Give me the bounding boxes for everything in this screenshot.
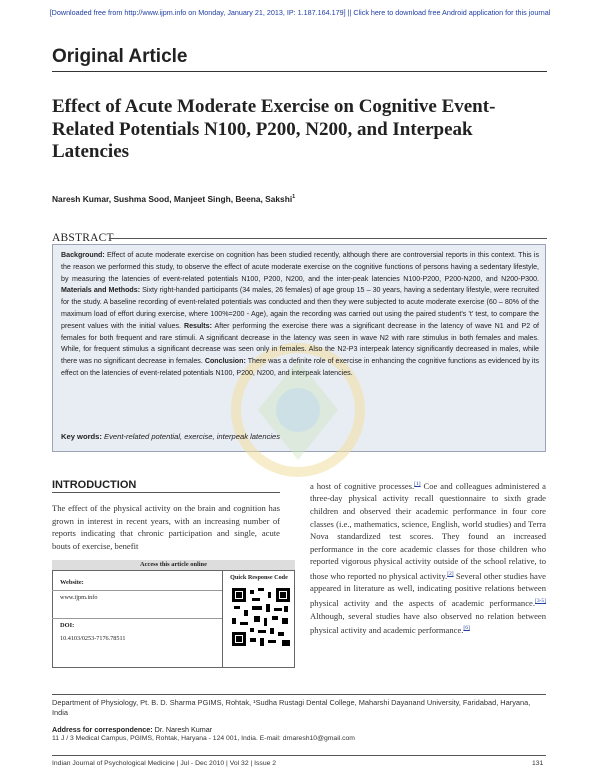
introduction-col2 [310,478,546,637]
website-link[interactable]: www.ijpm.info [60,594,98,601]
footnote-rule [52,694,546,695]
access-box-rule-2 [52,618,222,619]
col2-text-d: Although, several studies have also observed no relation between physical activity and academic performance. [310,610,546,635]
conclusion-label: Conclusion: [204,357,246,366]
ref-link-4[interactable]: [6] [463,625,470,632]
col2-text-b: Coe and colleagues administered a three-day physical activity recall questionnaire to sixth grade children and observed their academic performance in four core classes (i.e., mathematics, science, English, world studies) and Terra Nova standardized test scores. They found an increased performance in the core academic classes for those children who reported vigorous physical activity outside of the school relative, to those who reported no physical activity. [310,480,547,581]
abstract-heading: ABSTRACT [52,232,114,244]
ref-link-3[interactable]: [3-5] [535,598,546,605]
qr-code-icon[interactable] [232,588,290,646]
conclusion-text: There was a definite role of exercise in enhancing the cognitive functions as evidenced by its effect on the latencies of event-related potentials N100, P200, N200, and interpeak latencies. [61,357,539,377]
background-text: Effect of acute moderate exercise on cognition has been studied recently, although there are controversial reports in this context. This is the reason we performed this study, to observe the effect of acute moderate exercise on the cognitive functions of persons having a sedentary lifestyle, by measuring the latencies of event-related potentials N100, P200, N200, and the inter-peak latencies N100-P200, P200-N200, and N200-P300. [61,251,539,283]
introduction-heading: INTRODUCTION [52,479,137,491]
article-type-label: Original Article [52,46,188,67]
author-affil-sup: 1 [292,194,296,201]
introduction-rule [52,492,280,493]
correspondence-address: 11 J / 3 Medical Campus, PGIMS, Rohtak, Haryana - 124 001, India. E-mail: drnaresh10@gmail.com [52,735,355,742]
header-rule [52,71,547,72]
footer-rule [52,755,546,756]
journal-footer: Indian Journal of Psychological Medicine | Jul - Dec 2010 | Vol 32 | Issue 2 [52,760,277,767]
doi-value[interactable]: 10.4103/0253-7176.78511 [60,635,126,642]
methods-text: Sixty right-handed participants (34 males, 26 females) of age group 15 – 30 years, having a sedentary lifestyle, were recruited for the study. A baseline recording of event-related potentials was conducted and then they were subjected to acute moderate exercise (60 – 80% of the maximum load of effort during exercise, where 100%=200 - Age), again the recording was carried out using the paired student's 't' test, to compare the present values with the initial values. [61,286,539,330]
introduction-col1: The effect of the physical activity on the brain and cognition has grown in interest in recent years, with an increasing number of reports indicating that chronic participation and single, acute bouts of exercise, benefit [52,503,280,551]
keywords-label: Key words: [61,432,102,441]
ref-link-2[interactable]: [2] [447,571,454,578]
correspondence-name: Dr. Naresh Kumar [152,725,213,734]
results-label: Results: [183,321,212,330]
access-box-rule-1 [52,590,222,591]
abstract-rule [109,238,547,239]
keywords-line [61,432,539,441]
correspondence-label: Address for correspondence: [52,725,153,734]
methods-label: Materials and Methods: [61,286,141,295]
doi-label: DOI: [60,622,75,629]
download-banner[interactable]: [Downloaded free from http://www.ijpm.info on Monday, January 21, 2013, IP: 1.187.164.179] || Click here to download free Android application for this journal [49,8,551,17]
access-box-divider [222,571,223,668]
background-label: Background: [61,251,105,259]
col2-text-a: a host of cognitive processes. [310,480,415,491]
authors-text: Naresh Kumar, Sushma Sood, Manjeet Singh, Beena, Sakshi [52,194,293,204]
correspondence-heading [52,725,212,734]
access-box-heading: Access this article online [52,560,295,571]
col2-text-c: Several other studies have appeared in literature as well, indicating positive relations between physical activity and the aspects of academic performance. [310,570,546,608]
article-title: Effect of Acute Moderate Exercise on Cognitive Event-Related Potentials N100, P200, N200, and Interpeak Latencies [52,96,496,162]
results-text: After performing the exercise there was a significant decrease in the latency of wave N1 and P2 of females for both frequent and rare stimuli. A significant decrease in the latency was seen in wave N2 with rare stimulus in both females and males. While, for frequent stimulus a significant decrease was seen only in females. Also the N2-P3 interpeak latency significantly decreased in males, while there was no significant decrease in females. [61,321,539,366]
abstract-body [61,250,539,380]
page-number: 131 [532,760,544,767]
author-list [52,194,295,204]
affiliation-text: Department of Physiology, Pt. B. D. Sharma PGIMS, Rohtak, ¹Sudha Rustagi Dental College, Maharshi Dayanand University, Faridabad, Haryana, India [52,698,531,718]
qr-code-label: Quick Response Code [230,574,288,581]
website-label: Website: [60,579,84,586]
ref-link-1[interactable]: [1] [414,481,421,487]
keywords-text: Event-related potential, exercise, interpeak latencies [101,432,281,441]
